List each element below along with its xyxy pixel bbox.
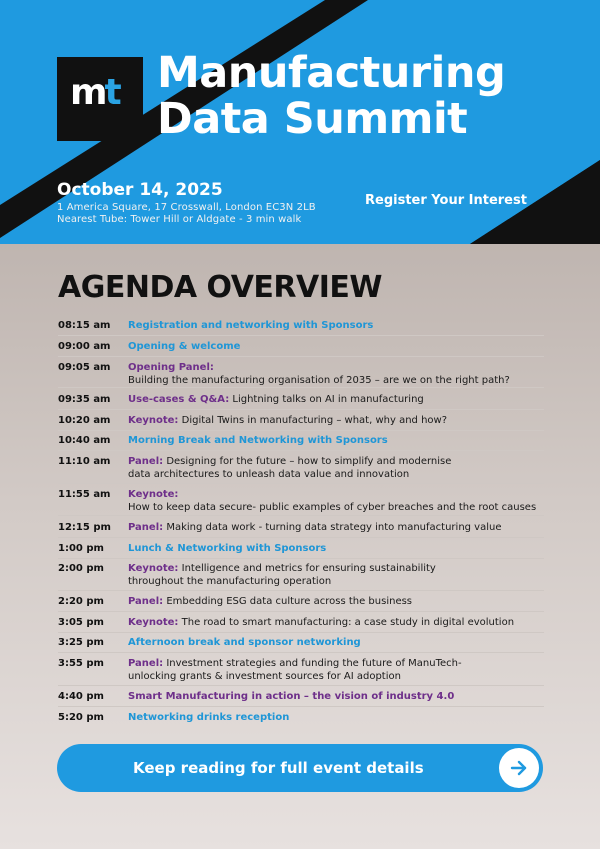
agenda-item [58, 320, 544, 336]
event-address: 1 America Square, 17 Crosswall, London EC3N 2LB [57, 202, 316, 213]
agenda-label: Use-cases & Q&A: [128, 394, 230, 405]
agenda-item [58, 489, 544, 516]
agenda-label: Afternoon break and sponsor networking [128, 637, 361, 648]
nearest-tube: Nearest Tube: Tower Hill or Aldgate - 3 min walk [57, 214, 302, 225]
agenda-item [58, 658, 544, 686]
agenda-item [58, 596, 544, 612]
agenda-item [58, 543, 544, 559]
title-line-2: Data Summit [157, 94, 468, 144]
agenda-time: 3:05 pm [58, 617, 104, 628]
agenda-item [58, 456, 544, 484]
logo-lettermark: mt [70, 72, 122, 113]
agenda-heading: AGENDA OVERVIEW [58, 270, 382, 305]
agenda-time: 10:20 am [58, 415, 111, 426]
keep-reading-label: Keep reading for full event details [133, 759, 424, 777]
event-header [0, 0, 600, 244]
agenda-time: 4:40 pm [58, 691, 104, 702]
agenda-label: Panel: [128, 596, 164, 607]
agenda-label: Opening Panel: [128, 362, 214, 373]
agenda-text: Intelligence and metrics for ensuring sustainability [178, 563, 436, 574]
agenda-label: Lunch & Networking with Sponsors [128, 543, 327, 554]
agenda-text: How to keep data secure- public examples of cyber breaches and the root causes [128, 501, 537, 513]
agenda-time: 11:10 am [58, 456, 111, 467]
agenda-item [58, 522, 544, 538]
agenda-item [58, 394, 544, 410]
agenda-text-line2: throughout the manufacturing operation [128, 575, 332, 587]
agenda-item [58, 691, 544, 707]
agenda-desc [128, 456, 451, 481]
register-interest-link[interactable]: Register Your Interest [365, 193, 527, 208]
agenda-time: 10:40 am [58, 435, 111, 446]
agenda-text-line2: data architectures to unleash data value and innovation [128, 468, 410, 480]
agenda-label: Keynote: [128, 415, 179, 426]
agenda-label: Keynote: [128, 617, 179, 628]
event-date: October 14, 2025 [57, 180, 223, 200]
agenda-item [58, 712, 544, 728]
agenda-label: Smart Manufacturing in action – the vision of industry 4.0 [128, 691, 455, 702]
agenda-item [58, 362, 544, 388]
agenda-label: Keynote: [128, 489, 179, 500]
mt-logo [57, 57, 143, 141]
agenda-time: 11:55 am [58, 489, 111, 500]
agenda-time: 12:15 pm [58, 522, 111, 533]
agenda-item [58, 637, 544, 653]
agenda-desc [128, 658, 462, 683]
agenda-label: Keynote: [128, 563, 179, 574]
agenda-text: Lightning talks on AI in manufacturing [229, 394, 424, 405]
agenda-item [58, 617, 544, 633]
agenda-desc [128, 563, 436, 588]
agenda-label: Panel: [128, 658, 164, 669]
agenda-text: Building the manufacturing organisation of 2035 – are we on the right path? [128, 374, 510, 386]
agenda-text: Investment strategies and funding the future of ManuTech- [163, 658, 462, 669]
agenda-item [58, 563, 544, 591]
title-line-1: Manufacturing [157, 48, 506, 98]
agenda-time: 09:35 am [58, 394, 111, 405]
agenda-item [58, 415, 544, 431]
agenda-time: 09:00 am [58, 341, 111, 352]
agenda-time: 3:55 pm [58, 658, 104, 669]
agenda-text: The road to smart manufacturing: a case study in digital evolution [178, 617, 515, 628]
agenda-desc [128, 394, 424, 407]
agenda-desc [128, 415, 447, 428]
agenda-label: Networking drinks reception [128, 712, 290, 723]
agenda-time: 08:15 am [58, 320, 111, 331]
agenda-text: Making data work - turning data strategy into manufacturing value [163, 522, 502, 533]
agenda-desc [128, 617, 514, 630]
agenda-text: Embedding ESG data culture across the business [163, 596, 413, 607]
event-title [157, 50, 505, 142]
agenda-text-line2: unlocking grants & investment sources for AI adoption [128, 670, 401, 682]
agenda-time: 2:00 pm [58, 563, 104, 574]
agenda-time: 5:20 pm [58, 712, 104, 723]
keep-reading-button[interactable] [57, 744, 543, 792]
agenda-item [58, 435, 544, 451]
agenda-item [58, 341, 544, 357]
arrow-right-icon[interactable] [499, 748, 539, 788]
agenda-time: 09:05 am [58, 362, 111, 373]
agenda-desc [128, 489, 536, 514]
agenda-label: Panel: [128, 456, 164, 467]
agenda-label: Morning Break and Networking with Sponsors [128, 435, 388, 446]
agenda-text: Digital Twins in manufacturing – what, why and how? [178, 415, 448, 426]
agenda-text: Designing for the future – how to simplify and modernise [163, 456, 452, 467]
agenda-time: 1:00 pm [58, 543, 104, 554]
agenda-label: Panel: [128, 522, 164, 533]
agenda-time: 3:25 pm [58, 637, 104, 648]
agenda-label: Opening & welcome [128, 341, 241, 352]
agenda-desc [128, 362, 510, 387]
agenda-desc [128, 522, 502, 535]
agenda-label: Registration and networking with Sponsors [128, 320, 374, 331]
agenda-desc [128, 596, 412, 609]
agenda-time: 2:20 pm [58, 596, 104, 607]
